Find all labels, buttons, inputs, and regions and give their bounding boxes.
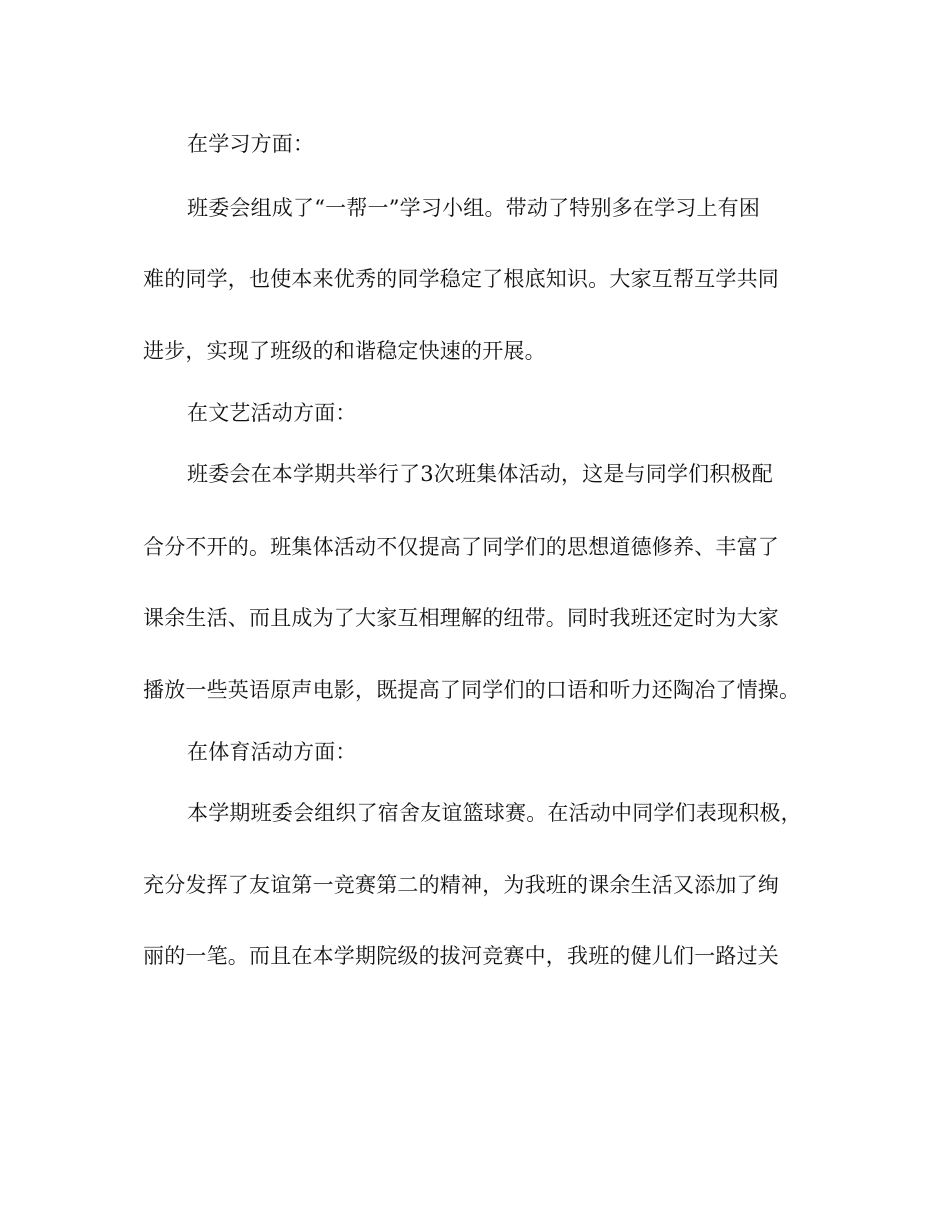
paragraph-line: 充分发挥了友谊第一竞赛第二的精神，为我班的课余生活又添加了绚: [143, 873, 779, 897]
heading-sports: 在体育活动方面：: [187, 740, 357, 764]
paragraph-line: 班委会组成了“一帮一”学习小组。带动了特别多在学习上有困: [187, 196, 761, 220]
paragraph-line: 合分不开的。班集体活动不仅提高了同学们的思想道德修养、丰富了: [143, 535, 779, 559]
paragraph-line: 进步，实现了班级的和谐稳定快速的开展。: [143, 339, 546, 363]
paragraph-line: 班委会在本学期共举行了3次班集体活动，这是与同学们积极配: [187, 462, 773, 486]
paragraph-line: 本学期班委会组织了宿舍友谊篮球赛。在活动中同学们表现积极，: [187, 801, 802, 825]
heading-study: 在学习方面：: [187, 132, 315, 156]
paragraph-line: 课余生活、而且成为了大家互相理解的纽带。同时我班还定时为大家: [143, 606, 779, 630]
paragraph-line: 播放一些英语原声电影，既提高了同学们的口语和听力还陶冶了情操。: [143, 678, 801, 702]
paragraph-line: 丽的一笔。而且在本学期院级的拔河竞赛中，我班的健儿们一路过关: [143, 944, 779, 968]
paragraph-line: 难的同学，也使本来优秀的同学稳定了根底知识。大家互帮互学共同: [143, 267, 779, 291]
heading-arts: 在文艺活动方面：: [187, 401, 357, 425]
